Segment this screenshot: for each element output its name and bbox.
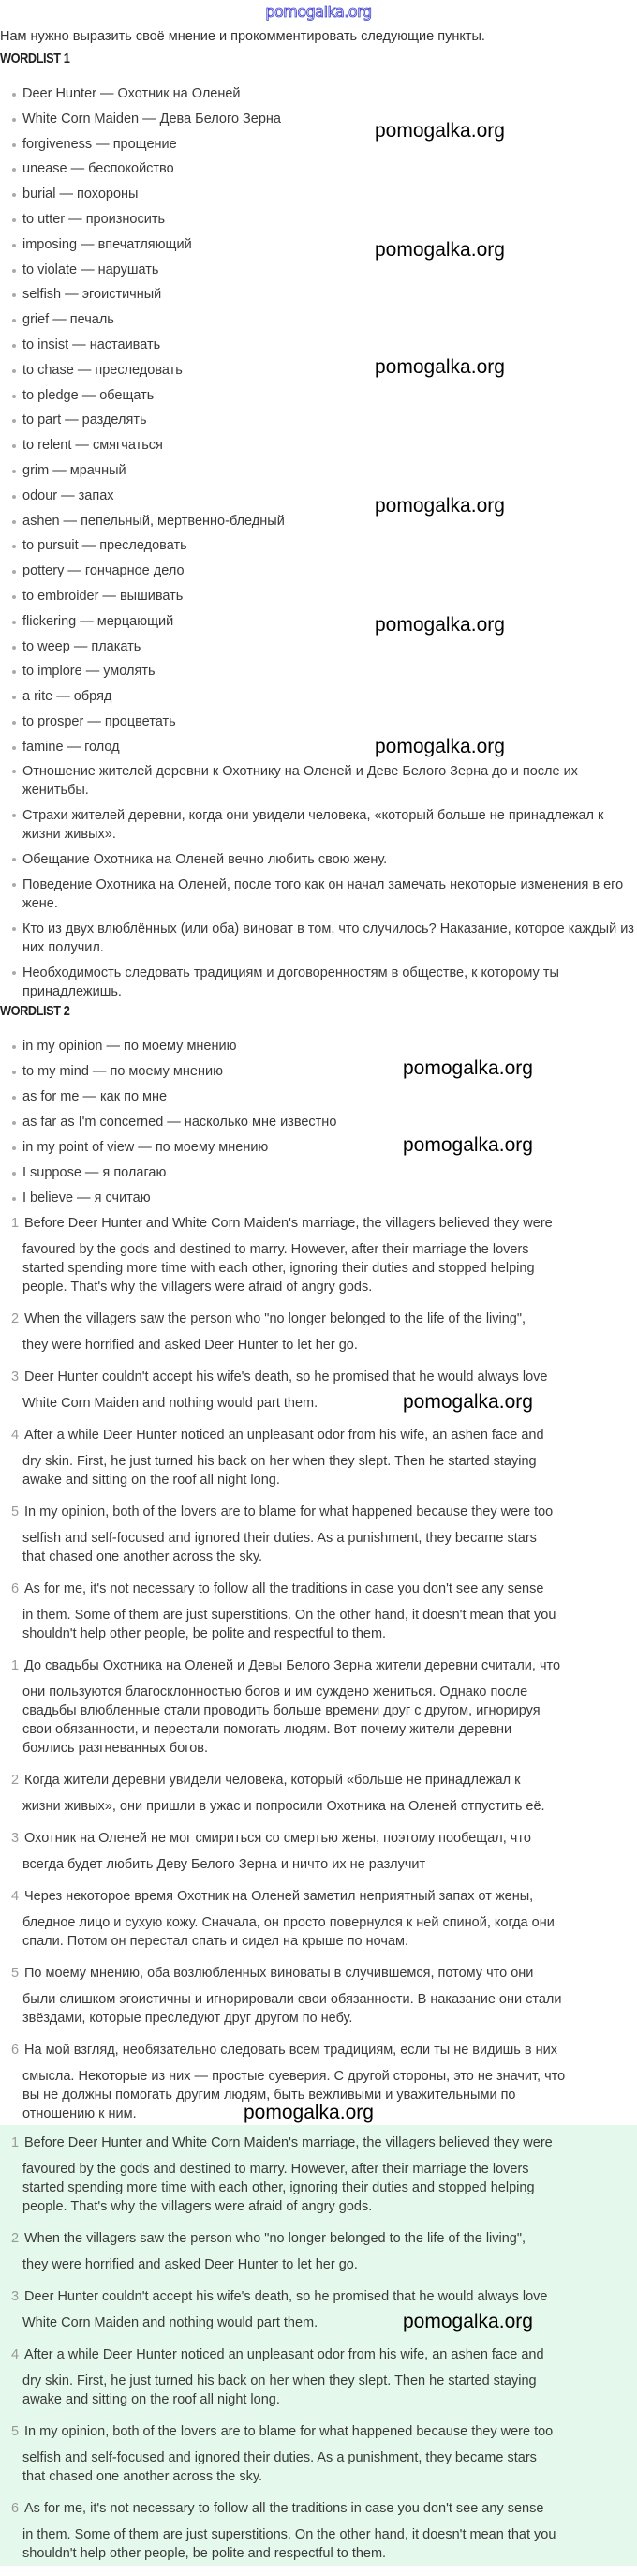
- word-item: to pledge — обещать: [0, 383, 154, 409]
- paragraph-line-text: in them. Some of them are just superstitions. On the other hand, it doesn't mean that you: [22, 1608, 556, 1623]
- task-instruction: Нам нужно выразить своё мнение и прокомментировать следующие пункты.: [0, 29, 485, 44]
- paragraph-line-text: started spending more time with each other, ignoring their duties and stopped helping: [22, 2180, 535, 2195]
- paragraph-line: [0, 2287, 547, 2306]
- paragraph-line: [0, 1503, 553, 1521]
- paragraph-number: 3: [11, 2289, 20, 2304]
- paragraph-line: [0, 1471, 280, 1490]
- word-item: pottery — гончарное дело: [0, 559, 185, 584]
- phrase-item: in my point of view — по моему мнению: [0, 1135, 268, 1161]
- word-item: to embroider — вышивать: [0, 584, 183, 609]
- paragraph-line-text: After a while Deer Hunter noticed an unpleasant odor from his wife, an ashen face and: [24, 1428, 544, 1443]
- word-item: forgiveness — прощение: [0, 132, 177, 157]
- paragraph-line: [0, 2467, 262, 2486]
- word-item: to part — разделять: [0, 408, 147, 433]
- paragraph-number: 3: [11, 1370, 20, 1385]
- paragraph-line: [0, 1771, 520, 1790]
- numbered-paragraph: [0, 2422, 637, 2486]
- phrase-item: as far as I'm concerned — насколько мне известно: [0, 1110, 336, 1135]
- paragraph-line-text: As for me, it's not necessary to follow all the traditions in case you don't see any sense: [24, 1581, 544, 1596]
- paragraph-line-text: As for me, it's not necessary to follow all the traditions in case you don't see any sense: [24, 2501, 544, 2516]
- watermark-text: pomogalka.org: [403, 1134, 533, 1156]
- paragraph-line-text: White Corn Maiden and nothing would part them.: [22, 1396, 318, 1411]
- numbered-paragraph: [0, 1771, 637, 1816]
- word-item: to weep — плакать: [0, 635, 141, 660]
- paragraph-number: 5: [11, 1505, 20, 1520]
- paragraph-line-text: До свадьбы Охотника на Оленей и Девы Белого Зерна жители деревни считали, что: [24, 1658, 561, 1673]
- paragraph-line-text: In my opinion, both of the lovers are to blame for what happened because they were too: [24, 2424, 554, 2439]
- numbered-paragraph: [0, 2499, 637, 2563]
- numbered-paragraph: [0, 1214, 637, 1296]
- wordlist-2: [0, 1034, 336, 1211]
- paragraph-line: [0, 1887, 533, 1906]
- paragraph-line-text: favoured by the gods and destined to marry. However, after their marriage the lovers: [22, 1242, 529, 1257]
- paragraph-line-text: White Corn Maiden and nothing would part them.: [22, 2315, 318, 2330]
- answers-highlighted: [0, 2134, 637, 2576]
- paragraph-number: 6: [11, 1581, 20, 1596]
- paragraph-line-text: Deer Hunter couldn't accept his wife's death, so he promised that he would always love: [24, 2289, 548, 2304]
- watermark-text: pomogalka.org: [403, 2311, 533, 2332]
- numbered-paragraph: [0, 1656, 637, 1758]
- numbered-paragraph: [0, 1887, 637, 1951]
- paragraph-line: [0, 2041, 557, 2059]
- paragraph-number: 1: [11, 2135, 20, 2150]
- paragraph-line-text: спали. Потом он перестал спать и сидел на крыше по ночам.: [22, 1934, 408, 1949]
- paragraph-number: 2: [11, 1773, 20, 1788]
- paragraph-line: [0, 1683, 527, 1701]
- paragraph-line-text: When the villagers saw the person who "no longer belonged to the life of the living",: [24, 1311, 526, 1326]
- paragraph-line: [0, 1452, 537, 1471]
- paragraph-line-text: жизни живых», они пришли в ужас и попросили Охотника на Оленей отпустить её.: [22, 1799, 545, 1814]
- paragraph-line-text: смысла. Некоторые из них — простые суеверия. С другой стороны, это не значит, что: [22, 2069, 566, 2084]
- paragraph-line-text: они пользуются благосклонностью богов и им суждено жениться. Однако после: [22, 1685, 528, 1700]
- word-item: to relent — смягчаться: [0, 433, 163, 458]
- word-item: selfish — эгоистичный: [0, 282, 161, 307]
- topic-item: Обещание Охотника на Оленей вечно любить свою жену.: [0, 850, 637, 869]
- paragraph-line: [0, 1964, 533, 1983]
- numbered-paragraph: [0, 1310, 637, 1355]
- word-item: unease — беспокойство: [0, 157, 174, 182]
- numbered-paragraph: [0, 1580, 637, 1643]
- paragraph-line: [0, 1548, 262, 1566]
- paragraph-line-text: свои обязанности, и перестали помогать людям. Вот почему жители деревни: [22, 1722, 512, 1737]
- paragraph-line-text: favoured by the gods and destined to marry. However, after their marriage the lovers: [22, 2162, 529, 2177]
- word-item: White Corn Maiden — Дева Белого Зерна: [0, 107, 281, 132]
- paragraph-line-text: По моему мнению, оба возлюбленных виноваты в случившемся, потому что они: [24, 1966, 534, 1981]
- paragraph-line: [0, 1913, 555, 1932]
- paragraph-line-text: Охотник на Оленей не мог смириться со смертью жены, поэтому пообещал, что: [24, 1831, 531, 1846]
- wordlist-2-heading: WORDLIST 2: [0, 1003, 70, 1019]
- paragraph-line-text: In my opinion, both of the lovers are to blame for what happened because they were too: [24, 1505, 554, 1520]
- paragraph-line-text: shouldn't help other people, be polite and respectful to them.: [22, 1626, 387, 1641]
- paragraph-line: [0, 1259, 535, 1278]
- paragraph-line: [0, 1797, 545, 1816]
- paragraph-line: [0, 2544, 386, 2563]
- paragraph-line: [0, 1368, 547, 1386]
- paragraph-line: [0, 2255, 358, 2274]
- paragraph-line: [0, 2499, 543, 2518]
- paragraph-line: [0, 2104, 137, 2123]
- paragraph-line: [0, 1720, 511, 1739]
- watermark-text: pomogalka.org: [403, 1391, 533, 1413]
- paragraph-number: 3: [11, 1831, 20, 1846]
- word-item: odour — запах: [0, 484, 114, 509]
- numbered-paragraph: [0, 1964, 637, 2028]
- paragraph-number: 4: [11, 1428, 20, 1443]
- numbered-paragraph: [0, 2345, 637, 2409]
- topic-item: Страхи жителей деревни, когда они увидели человека, «который больше не принадлежал к жизни живых».: [0, 806, 637, 844]
- paragraph-line: [0, 1529, 537, 1548]
- watermark-text: pomogalka.org: [375, 495, 505, 517]
- paragraph-line-text: были слишком эгоистичны и игнорировали свои обязанности. В наказание они стали: [22, 1992, 562, 2007]
- topic-item: Отношение жителей деревни к Охотнику на Оленей и Деве Белого Зерна до и после их женитьбы.: [0, 762, 637, 800]
- paragraph-line: [0, 1739, 208, 1758]
- paragraph-line: [0, 1426, 544, 1445]
- paragraph-line-text: people. That's why the villagers were afraid of angry gods.: [22, 2199, 373, 2214]
- paragraph-number: 5: [11, 1966, 20, 1981]
- paragraph-line: [0, 2422, 553, 2441]
- paragraph-line-text: that chased one another across the sky.: [22, 2469, 263, 2484]
- paragraph-line-text: shouldn't help other people, be polite and respectful to them.: [22, 2546, 387, 2561]
- paragraph-line: [0, 2372, 537, 2390]
- paragraph-line-text: After a while Deer Hunter noticed an unpleasant odor from his wife, an ashen face and: [24, 2347, 544, 2362]
- word-item: to prosper — процветать: [0, 710, 176, 735]
- paragraph-line: [0, 2009, 352, 2028]
- paragraph-line-text: Через некоторое время Охотник на Оленей заметил неприятный запах от жены,: [24, 1889, 534, 1904]
- paragraph-line: [0, 1310, 526, 1328]
- paragraph-line: [0, 1990, 561, 2009]
- topic-item: Необходимость следовать традициям и договоренностям в обществе, к которому ты принадлежишь.: [0, 964, 637, 1001]
- numbered-paragraph: [0, 2287, 637, 2332]
- paragraph-line-text: selfish and self-focused and ignored their duties. As a punishment, they became stars: [22, 2450, 537, 2465]
- paragraph-line-text: вы не должны помогать другим людям, быть вежливыми и уважительными по: [22, 2088, 516, 2103]
- paragraph-line-text: awake and sitting on the roof all night long.: [22, 1473, 280, 1488]
- paragraph-line: [0, 1625, 386, 1643]
- watermark-text: pomogalka.org: [244, 2102, 374, 2123]
- paragraph-line: [0, 2345, 544, 2364]
- paragraph-number: 5: [11, 2424, 20, 2439]
- numbered-paragraph: [0, 2134, 637, 2216]
- paragraph-number: 6: [11, 2043, 20, 2058]
- paragraph-line-text: звёздами, которые преследуют друг другом по небу.: [22, 2011, 353, 2026]
- watermark-text: pomogalka.org: [375, 736, 505, 757]
- paragraph-line: [0, 1932, 408, 1951]
- paragraph-line-text: dry skin. First, he just turned his back on her when they slept. Then he started staying: [22, 1454, 537, 1469]
- paragraph-line: [0, 1701, 541, 1720]
- topic-item: Кто из двух влюблённых (или оба) виноват в том, что случилось? Наказание, которое каждый из них получил.: [0, 920, 637, 957]
- phrase-item: I suppose — я полагаю: [0, 1161, 166, 1186]
- paragraph-line: [0, 1278, 372, 1296]
- paragraph-line-text: people. That's why the villagers were afraid of angry gods.: [22, 1280, 373, 1295]
- word-item: to implore — умолять: [0, 659, 156, 684]
- paragraph-line-text: всегда будет любить Деву Белого Зерна и ничто их не разлучит: [22, 1857, 426, 1872]
- phrase-item: in my opinion — по моему мнению: [0, 1034, 236, 1059]
- word-item: famine — голод: [0, 735, 120, 760]
- word-item: grim — мрачный: [0, 458, 126, 484]
- paragraph-line: [0, 1214, 553, 1233]
- answers-english: [0, 1214, 637, 1656]
- wordlist-1: [0, 82, 637, 760]
- paragraph-line: [0, 1855, 425, 1874]
- paragraph-line-text: When the villagers saw the person who "no longer belonged to the life of the living",: [24, 2231, 526, 2246]
- answers-russian: [0, 1656, 637, 2136]
- paragraph-line: [0, 2134, 553, 2152]
- paragraph-line-text: they were horrified and asked Deer Hunter to let her go.: [22, 2257, 358, 2272]
- watermark-text: pomogalka.org: [375, 356, 505, 378]
- watermark-text: pomogalka.org: [403, 1057, 533, 1079]
- paragraph-line-text: Когда жители деревни увидели человека, который «больше не принадлежал к: [24, 1773, 521, 1788]
- paragraph-line-text: бледное лицо и сухую кожу. Сначала, он просто повернулся к ней спиной, когда они: [22, 1915, 555, 1930]
- paragraph-line: [0, 2525, 556, 2544]
- phrase-item: I believe — я считаю: [0, 1186, 151, 1211]
- word-item: imposing — впечатляющий: [0, 232, 192, 258]
- word-item: a rite — обряд: [0, 684, 111, 710]
- paragraph-line-text: dry skin. First, he just turned his back on her when they slept. Then he started staying: [22, 2374, 537, 2389]
- topic-item: Поведение Охотника на Оленей, после того как он начал замечать некоторые изменения в его жене.: [0, 876, 637, 913]
- paragraph-line-text: in them. Some of them are just superstitions. On the other hand, it doesn't mean that you: [22, 2527, 556, 2542]
- paragraph-line-text: started spending more time with each other, ignoring their duties and stopped helping: [22, 1261, 535, 1276]
- paragraph-line-text: Before Deer Hunter and White Corn Maiden's marriage, the villagers believed they were: [24, 2135, 553, 2150]
- word-item: to pursuit — преследовать: [0, 533, 187, 559]
- word-item: to insist — настаивать: [0, 333, 160, 358]
- watermark-text: pomogalka.org: [375, 120, 505, 142]
- paragraph-line: [0, 2179, 535, 2197]
- paragraph-line: [0, 2160, 529, 2179]
- discussion-topics: [0, 762, 637, 1008]
- wordlist-1-heading: WORDLIST 1: [0, 51, 70, 67]
- numbered-paragraph: [0, 1503, 637, 1566]
- paragraph-line-text: боялись разгневанных богов.: [22, 1741, 209, 1756]
- paragraph-line-text: свадьбы влюбленные стали проводить больше времени друг с другом, игнорируя: [22, 1703, 541, 1718]
- paragraph-line: [0, 2197, 372, 2216]
- paragraph-line-text: they were horrified and asked Deer Hunter to let her go.: [22, 1338, 358, 1353]
- watermark-text: pomogalka.org: [375, 614, 505, 636]
- paragraph-number: 4: [11, 2347, 20, 2362]
- paragraph-line: [0, 2449, 537, 2467]
- paragraph-line: [0, 2067, 565, 2086]
- paragraph-line-text: На мой взгляд, необязательно следовать всем традициям, если ты не видишь в них: [24, 2043, 557, 2058]
- word-item: grief — печаль: [0, 307, 114, 333]
- site-logo[interactable]: pomogalka.org: [265, 3, 372, 21]
- paragraph-line: [0, 1829, 531, 1848]
- paragraph-line-text: awake and sitting on the roof all night long.: [22, 2392, 280, 2407]
- word-item: ashen — пепельный, мертвенно-бледный: [0, 509, 285, 534]
- numbered-paragraph: [0, 1426, 637, 1490]
- numbered-paragraph: [0, 1829, 637, 1874]
- paragraph-number: 2: [11, 1311, 20, 1326]
- word-item: flickering — мерцающий: [0, 609, 173, 635]
- paragraph-line: [0, 2229, 526, 2248]
- numbered-paragraph: [0, 1368, 637, 1413]
- word-item: burial — похороны: [0, 182, 138, 207]
- paragraph-line: [0, 1580, 543, 1598]
- paragraph-line: [0, 2314, 318, 2332]
- paragraph-number: 4: [11, 1889, 20, 1904]
- paragraph-line: [0, 1656, 560, 1675]
- paragraph-number: 1: [11, 1658, 20, 1673]
- paragraph-line-text: selfish and self-focused and ignored their duties. As a punishment, they became stars: [22, 1531, 537, 1546]
- paragraph-line: [0, 1606, 556, 1625]
- paragraph-number: 6: [11, 2501, 20, 2516]
- word-item: to violate — нарушать: [0, 258, 158, 283]
- paragraph-line: [0, 1336, 358, 1355]
- paragraph-line: [0, 1240, 529, 1259]
- phrase-item: to my mind — по моему мнению: [0, 1059, 223, 1085]
- word-item: Deer Hunter — Охотник на Оленей: [0, 82, 241, 107]
- paragraph-line: [0, 1394, 318, 1413]
- paragraph-line-text: Deer Hunter couldn't accept his wife's death, so he promised that he would always love: [24, 1370, 548, 1385]
- paragraph-line-text: Before Deer Hunter and White Corn Maiden's marriage, the villagers believed they were: [24, 1216, 553, 1231]
- paragraph-line: [0, 2390, 280, 2409]
- paragraph-number: 1: [11, 1216, 20, 1231]
- phrase-item: as for me — как по мне: [0, 1085, 167, 1110]
- paragraph-number: 2: [11, 2231, 20, 2246]
- numbered-paragraph: [0, 2229, 637, 2274]
- word-item: to utter — произносить: [0, 207, 165, 232]
- paragraph-line-text: отношению к ним.: [22, 2106, 137, 2121]
- watermark-text: pomogalka.org: [375, 239, 505, 261]
- word-item: to chase — преследовать: [0, 358, 183, 383]
- paragraph-line-text: that chased one another across the sky.: [22, 1550, 263, 1565]
